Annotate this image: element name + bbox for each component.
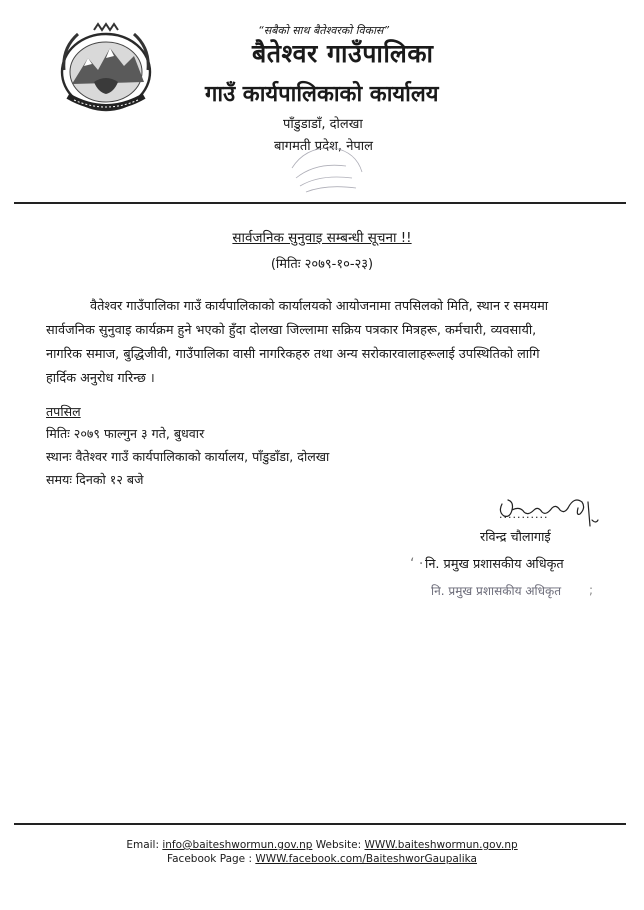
notice-paragraph-line: हार्दिक अनुरोध गरिन्छ । [46,371,155,386]
office-stamp-seal [286,138,366,196]
facebook-link[interactable]: WWW.facebook.com/BaiteshworGaupalika [255,853,477,865]
detail-venue: स्थानः वैतेश्वर गाउँ कार्यपालिकाको कार्यालय, पाँडुडाँडा, दोलखा [46,449,330,464]
details-heading: तपसिल [46,404,81,419]
slogan: “सबैको साथ बैतेश्वरको विकास” [258,24,390,37]
footer-contact-line [0,839,644,851]
notice-paragraph-line: वैतेश्वर गाउँपालिका गाउँ कार्यपालिकाको कार्यालयको आयोजनामा तपसिलको मिति, स्थान र समयमा [90,299,549,314]
officer-seal-text: नि. प्रमुख प्रशासकीय अधिकृत [431,584,562,598]
address-line-1: पाँडुडाडाँ, दोलखा [283,117,363,132]
notice-title-text: सार्वजनिक सुनुवाइ सम्बन्धी सूचना !! [232,230,412,246]
notice-title [0,228,644,246]
office-name: गाउँ कार्यपालिकाको कार्यालय [205,82,439,107]
signature-dots: ........... [499,508,549,521]
facebook-label: Facebook Page : [167,853,256,865]
address-line-2: बागमती प्रदेश, नेपाल [274,139,373,154]
footer-facebook-line [0,853,644,865]
nepal-emblem-logo [54,22,158,114]
signer-title: नि. प्रमुख प्रशासकीय अधिकृत [425,557,564,572]
notice-date: (मितिः २०७९-१०-२३) [270,257,374,272]
municipality-name: बैतेश्वर गाउँपालिका [252,39,434,68]
notice-paragraph-line: सार्वजनिक सुनुवाइ कार्यक्रम हुने भएको हुँदा दोलखा जिल्लामा सक्रिय पत्रकार मित्रहरू, कर्मचारी, व्यवसायी, [46,323,537,338]
seal-mark: ‘ · [410,556,424,572]
footer-divider [14,823,626,825]
email-link[interactable]: info@baiteshwormun.gov.np [162,839,313,851]
detail-time: समयः दिनको १२ बजे [46,472,144,487]
detail-date: मितिः २०७९ फाल्गुन ३ गते, बुधवार [46,426,205,441]
seal-mark: ; [589,583,594,597]
website-label: Website: [312,839,365,851]
signer-name: रविन्द्र चौलागाई [480,530,551,545]
website-link[interactable]: WWW.baiteshwormun.gov.np [364,839,518,851]
header-divider [14,202,626,204]
email-label: Email: [126,839,163,851]
notice-paragraph-line: नागरिक समाज, बुद्धिजीवी, गाउँपालिका वासी नागरिकहरु तथा अन्य सरोकारवालाहरूलाई उपस्थितिको लागि [46,347,540,362]
